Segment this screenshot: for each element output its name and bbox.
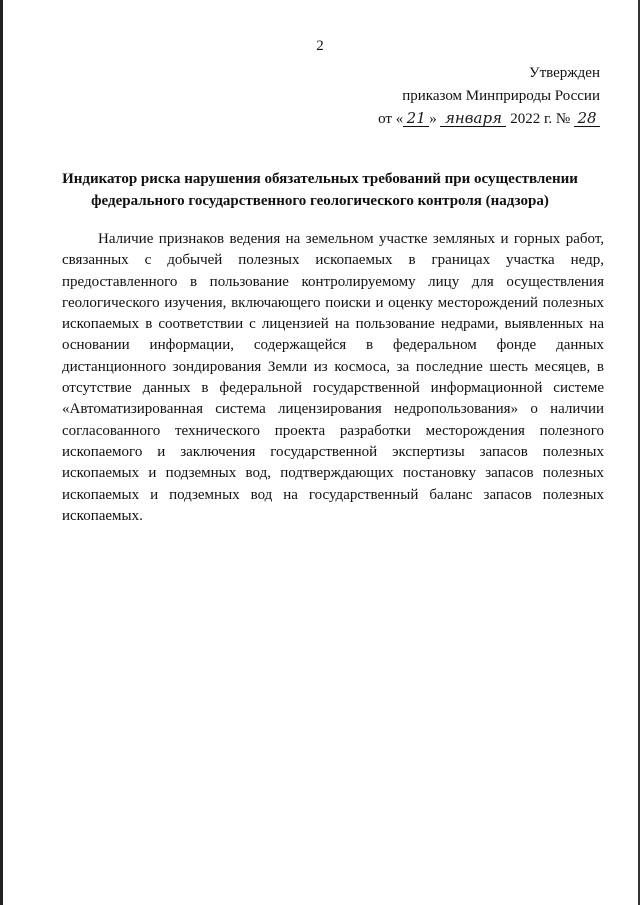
approval-block	[378, 62, 600, 131]
approval-order-source: приказом Минприроды России	[402, 88, 600, 104]
scan-edge-left	[0, 0, 3, 905]
body-paragraph: Наличие признаков ведения на земельном участке земляных и горных работ, связанных с добычей полезных ископаемых в границах участка недр, предоставленного в пользование контролируемому лицу для осуществления геологического изучения, включающего поиски и оценку месторождений полезных ископаемых в соответствии с лицензией на пользование недрами, выявленных на основании информации, содержащейся в федеральном фонде данных дистанционного зондирования Земли из космоса, за последние шесть месяцев, в отсутствие данных в федеральной государственной информационной системе «Автоматизированная система лицензирования недропользования» о наличии согласованного технического проекта разработки месторождения полезного ископаемого и заключения государственной экспертизы запасов полезных ископаемых и подземных вод, подтверждающих постановку запасов полезных ископаемых и подземных вод на государственный баланс запасов полезных ископаемых.	[62, 231, 604, 524]
handwritten-day: 21	[403, 110, 429, 127]
date-year-number-label: 2022 г. №	[510, 111, 571, 127]
approval-date-line	[378, 108, 600, 131]
date-prefix: от «	[378, 111, 404, 127]
document-title: Индикатор риска нарушения обязательных требований при осуществлении федерального государственного геологического контроля (надзора)	[62, 171, 578, 209]
page-number: 2	[316, 38, 324, 54]
date-close-quote: »	[429, 111, 437, 127]
handwritten-order-number: 28	[574, 110, 600, 127]
handwritten-month: января	[440, 110, 506, 127]
approval-heading: Утвержден	[528, 65, 600, 81]
